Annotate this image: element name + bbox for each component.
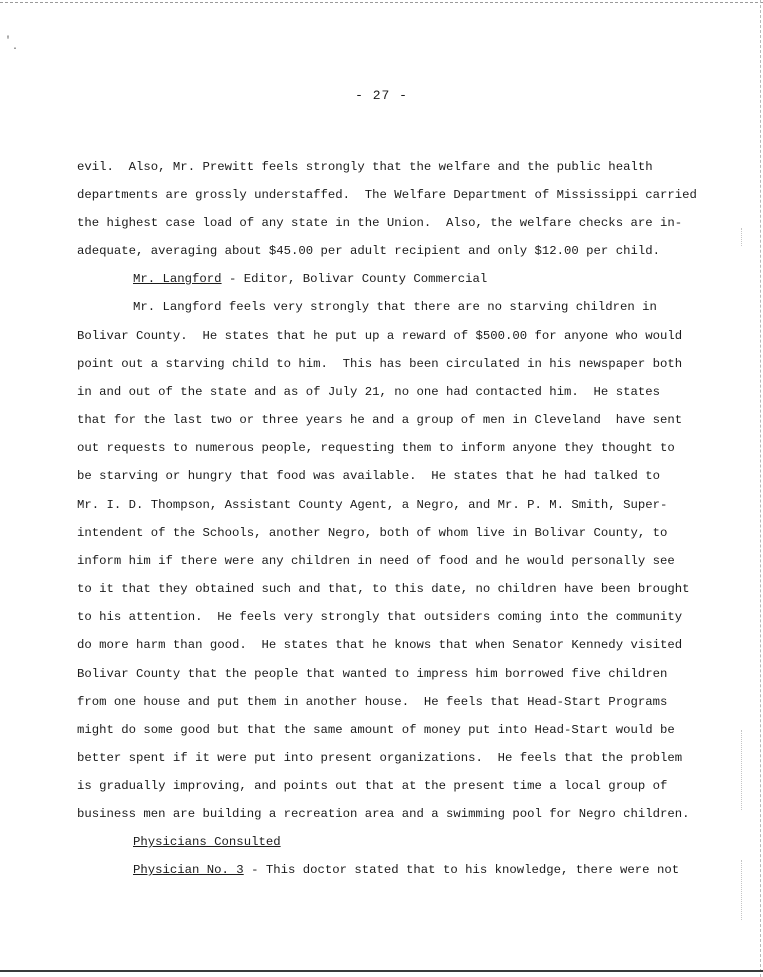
text-line: in and out of the state and as of July 21, no one had contacted him. He states [77, 385, 660, 399]
page-number: - 27 - [355, 88, 408, 103]
langford-heading [133, 271, 487, 287]
physician-3-line [133, 862, 679, 878]
page-border-right [760, 0, 761, 977]
text-line: departments are grossly understaffed. The Welfare Department of Mississippi carried [77, 188, 697, 202]
text-line: might do some good but that the same amount of money put into Head-Start would be [77, 723, 675, 737]
physician-3-text: - This doctor stated that to his knowledge, there were not [243, 863, 680, 877]
scan-mark: . [12, 42, 19, 53]
text-line: is gradually improving, and points out that at the present time a local group of [77, 779, 668, 793]
text-line: to his attention. He feels very strongly that outsiders coming into the community [77, 610, 683, 624]
text-line: Mr. Langford feels very strongly that there are no starving children in [133, 300, 657, 314]
text-line: out requests to numerous people, requesting them to inform anyone they thought to [77, 441, 675, 455]
margin-tick [741, 730, 742, 810]
physician-3-label: Physician No. 3 [133, 863, 244, 877]
text-line: adequate, averaging about $45.00 per adult recipient and only $12.00 per child. [77, 244, 660, 258]
langford-name: Mr. Langford [133, 272, 222, 286]
text-line: Bolivar County. He states that he put up a reward of $500.00 for anyone who would [77, 329, 683, 343]
page-border-bottom [0, 970, 763, 972]
text-line: intendent of the Schools, another Negro, both of whom live in Bolivar County, to [77, 526, 668, 540]
text-line: be starving or hungry that food was available. He states that he had talked to [77, 469, 660, 483]
text-line: Mr. I. D. Thompson, Assistant County Agent, a Negro, and Mr. P. M. Smith, Super- [77, 498, 668, 512]
text-line: the highest case load of any state in the Union. Also, the welfare checks are in- [77, 216, 683, 230]
margin-tick [741, 228, 742, 246]
text-line: point out a starving child to him. This has been circulated in his newspaper both [77, 357, 683, 371]
scan-mark: ' [5, 36, 12, 47]
text-line: inform him if there were any children in need of food and he would personally see [77, 554, 675, 568]
text-line: from one house and put them in another house. He feels that Head-Start Programs [77, 695, 668, 709]
text-line: business men are building a recreation area and a swimming pool for Negro children. [77, 807, 690, 821]
text-line: Bolivar County that the people that wanted to impress him borrowed five children [77, 667, 668, 681]
langford-title: - Editor, Bolivar County Commercial [221, 272, 488, 286]
text-line: evil. Also, Mr. Prewitt feels strongly that the welfare and the public health [77, 160, 653, 174]
text-line: to it that they obtained such and that, to this date, no children have been brought [77, 582, 690, 596]
text-line: better spent if it were put into present organizations. He feels that the problem [77, 751, 683, 765]
margin-tick [741, 860, 742, 920]
page-border-top [0, 2, 763, 3]
text-line: do more harm than good. He states that he knows that when Senator Kennedy visited [77, 638, 683, 652]
text-line: that for the last two or three years he and a group of men in Cleveland have sent [77, 413, 683, 427]
physicians-heading: Physicians Consulted [133, 835, 281, 849]
